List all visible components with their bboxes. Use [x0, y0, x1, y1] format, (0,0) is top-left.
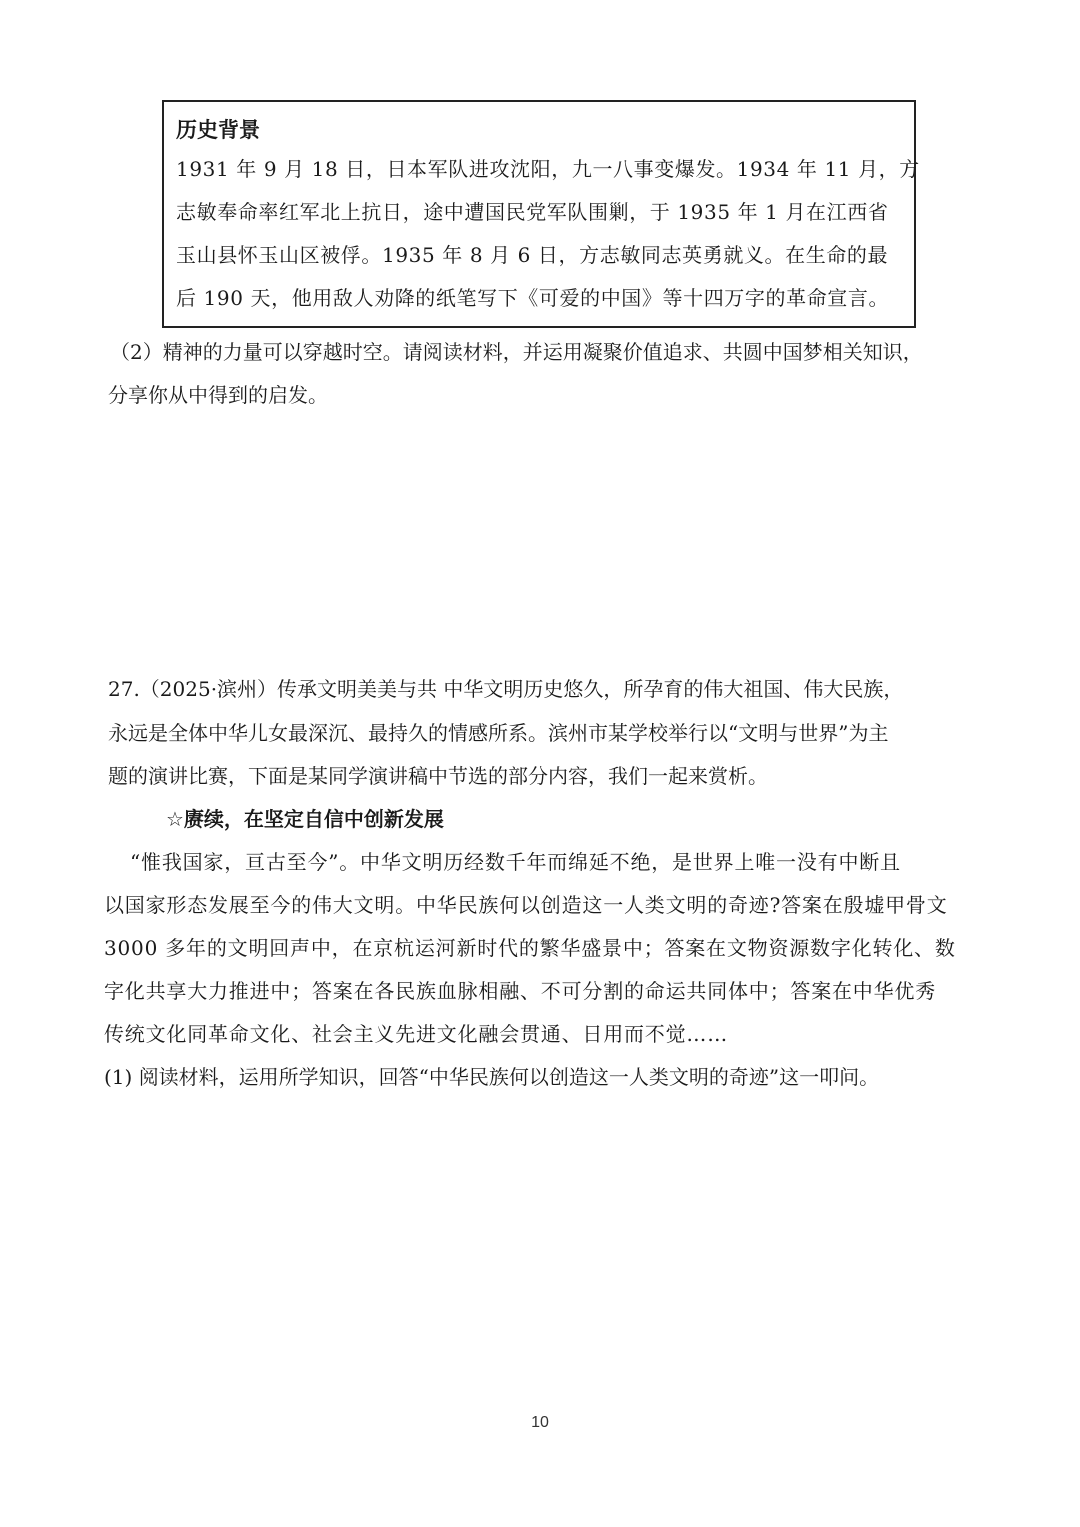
material-line: 以国家形态发展至今的伟大文明。中华民族何以创造这一人类文明的奇迹?答案在殷墟甲骨文: [104, 893, 948, 917]
page-number: 10: [531, 1414, 549, 1431]
material-line: 字化共享大力推进中；答案在各民族血脉相融、不可分割的命运共同体中；答案在中华优秀: [104, 979, 936, 1003]
material-line: 3000 多年的文明回声中，在京杭运河新时代的繁华盛景中；答案在文物资源数字化转化、数: [104, 936, 956, 960]
background-box-line: 后 190 天，他用敌人劝降的纸笔写下《可爱的中国》等十四万字的革命宣言。: [176, 286, 890, 310]
question-27-intro-line: 27.（2025·滨州）传承文明美美与共 中华文明历史悠久，所孕育的伟大祖国、伟大民族，: [108, 677, 904, 701]
background-box-title: 历史背景: [176, 118, 260, 142]
background-box-line: 玉山县怀玉山区被俘。1935 年 8 月 6 日，方志敏同志英勇就义。在生命的最: [176, 243, 889, 267]
background-box-line: 志敏奉命率红军北上抗日，途中遭国民党军队围剿，于 1935 年 1 月在江西省: [176, 200, 889, 224]
question-27-intro-line: 题的演讲比赛，下面是某同学演讲稿中节选的部分内容，我们一起来赏析。: [108, 764, 768, 788]
material-line: 传统文化同革命文化、社会主义先进文化融会贯通、日用而不觉……: [104, 1022, 728, 1046]
question-26-2-line: （2）精神的力量可以穿越时空。请阅读材料，并运用凝聚价值追求、共圆中国梦相关知识，: [110, 340, 923, 364]
section-heading: ☆赓续，在坚定自信中创新发展: [166, 807, 444, 831]
question-27-1-line: (1) 阅读材料，运用所学知识，回答“中华民族何以创造这一人类文明的奇迹”这一叩问。: [104, 1065, 880, 1089]
material-line: “惟我国家，亘古至今”。中华文明历经数千年而绵延不绝，是世界上唯一没有中断且: [130, 850, 901, 874]
history-background-box: [162, 100, 920, 328]
question-27-intro-line: 永远是全体中华儿女最深沉、最持久的情感所系。滨州市某学校举行以“文明与世界”为主: [108, 721, 889, 745]
background-box-line: 1931 年 9 月 18 日，日本军队进攻沈阳，九一八事变爆发。1934 年 11 月，方: [176, 157, 920, 181]
question-26-2-line: 分享你从中得到的启发。: [108, 383, 328, 407]
